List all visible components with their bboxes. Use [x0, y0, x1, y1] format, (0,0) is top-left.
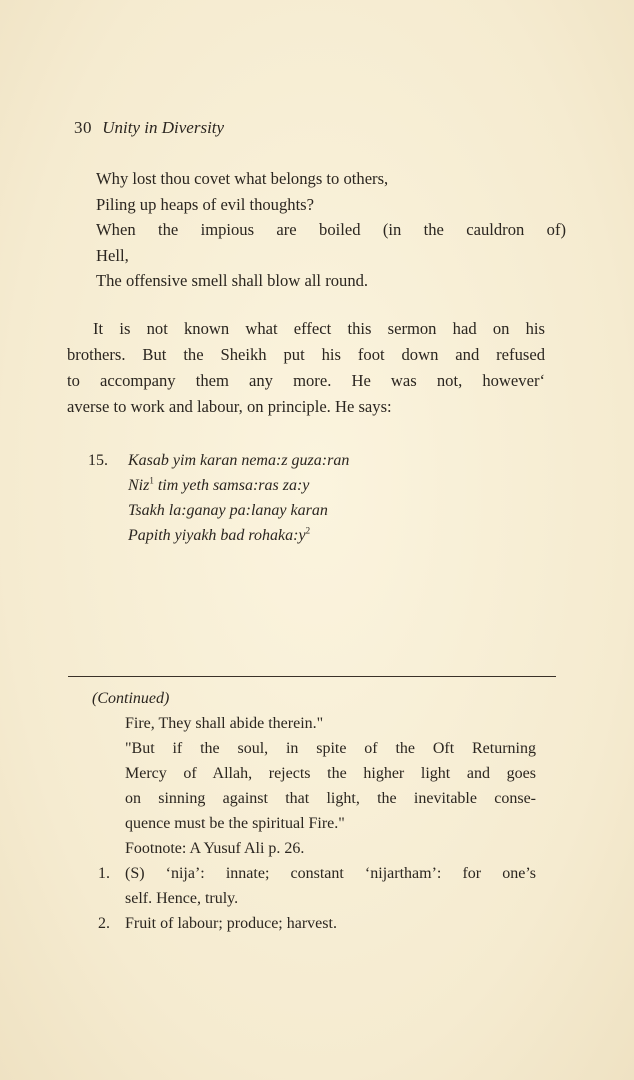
running-title: Unity in Diversity: [102, 118, 225, 137]
footnote-number: 1.: [98, 865, 110, 882]
page-number: 30: [74, 118, 92, 137]
poem-line: Why lost thou covet what belongs to others,: [96, 169, 389, 188]
paragraph-line: brothers. But the Sheikh put his foot down and refused: [67, 345, 545, 364]
footnote-line: (S) ‘nija’: innate; constant ‘nijartham’: for one’s: [125, 865, 536, 882]
footnotes-section: [68, 686, 536, 936]
note-line: on sinning against that light, the inevitable conse-: [125, 790, 536, 807]
footnote-marker: 1: [149, 475, 154, 486]
footnote-marker: 2: [305, 525, 311, 536]
verse-line-rest: tim yeth samsa:ras za:y: [153, 477, 310, 494]
note-line: "But if the soul, in spite of the Oft Returning: [125, 740, 536, 757]
poem-line: The offensive smell shall blow all round.: [96, 271, 369, 290]
verse-line: Kasab yim karan nema:z guza:ran: [128, 452, 350, 469]
footnote-number: 2.: [98, 915, 110, 932]
footnote-divider: [68, 676, 556, 677]
continued-note: [68, 711, 536, 861]
continued-label: (Continued): [92, 690, 170, 707]
note-line: Mercy of Allah, rejects the higher light and goes: [125, 765, 536, 782]
footnote-line: self. Hence, truly.: [125, 890, 239, 907]
note-line: Footnote: A Yusuf Ali p. 26.: [125, 840, 305, 857]
verse-line: Papith yiyakh bad rohaka:y: [128, 527, 306, 544]
poem-line: Hell,: [96, 245, 129, 265]
note-line: Fire, They shall abide therein.": [125, 715, 324, 732]
note-line: quence must be the spiritual Fire.": [125, 815, 345, 832]
running-header: [74, 118, 224, 138]
poem-line: When the impious are boiled (in the cauldron of): [96, 220, 566, 239]
footnote-2: [68, 911, 536, 936]
paragraph-line: averse to work and labour, on principle. He says:: [67, 397, 392, 416]
footnote-1: [68, 861, 536, 911]
verse-line: Niz: [128, 477, 150, 494]
paragraph-line: It is not known what effect this sermon had on his: [93, 319, 545, 338]
poem-block: [96, 166, 566, 294]
verse-line: Tsakh la:ganay pa:lanay karan: [128, 502, 328, 519]
verse-number: 15.: [88, 452, 108, 469]
paragraph-line: to accompany them any more. He was not, however‘: [67, 371, 545, 390]
poem-line: Piling up heaps of evil thoughts?: [96, 194, 315, 214]
body-paragraph: [67, 316, 545, 420]
kashmiri-verse: [88, 448, 488, 548]
footnote-line: Fruit of labour; produce; harvest.: [125, 915, 337, 932]
